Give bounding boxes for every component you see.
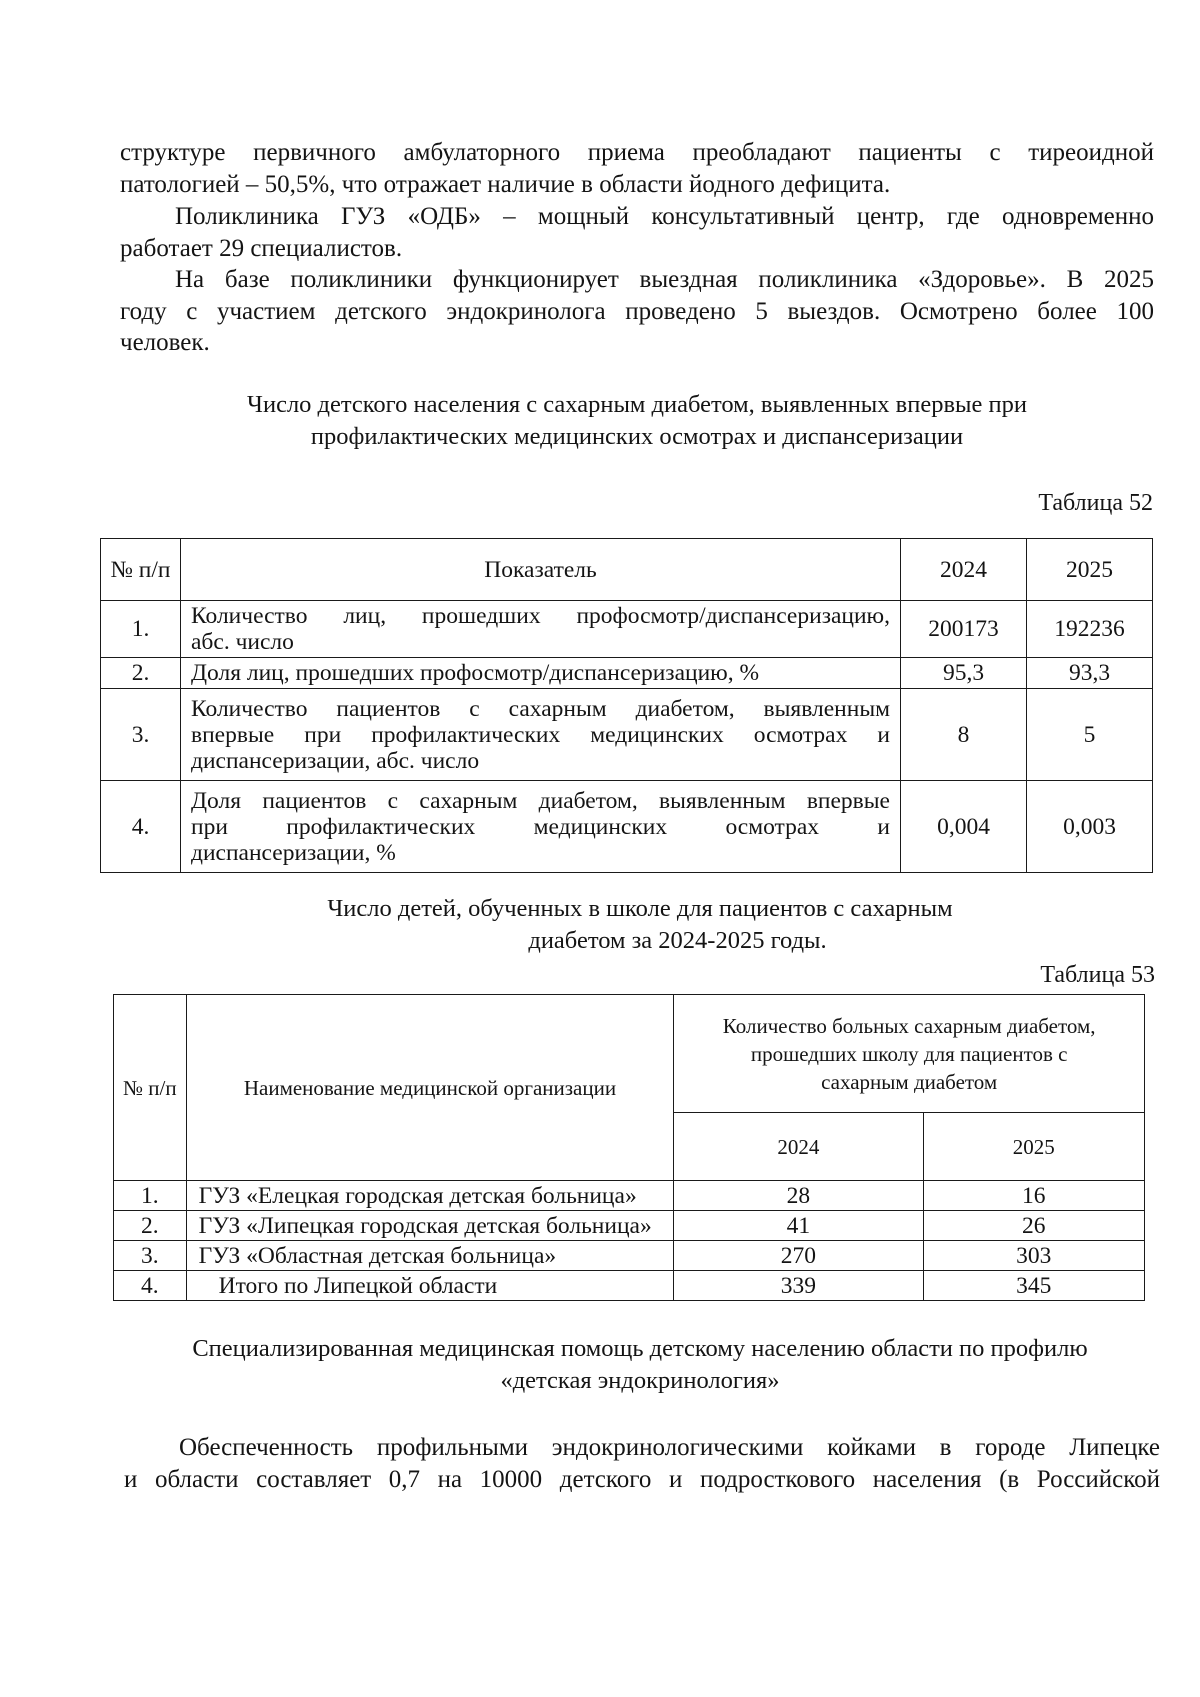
row-value-2025: 0,003 [1027, 781, 1153, 873]
row-num: 4. [114, 1271, 187, 1301]
cell-line: впервые при профилактических медицинских осмотрах и [191, 721, 890, 748]
table-row [101, 781, 1153, 873]
final-paragraph [124, 1432, 1160, 1495]
row-org: ГУЗ «Елецкая городская детская больница» [186, 1181, 674, 1211]
table-header-row [101, 539, 1153, 601]
row-indicator [181, 781, 901, 873]
row-org: Итого по Липецкой области [186, 1271, 674, 1301]
intro-paragraph-1 [120, 137, 1154, 200]
table-row [114, 1241, 1145, 1271]
row-value-2025: 26 [923, 1211, 1144, 1241]
row-value-2025: 5 [1027, 689, 1153, 781]
header-year-2025: 2025 [1027, 539, 1153, 601]
header-indicator: Показатель [181, 539, 901, 601]
title-line: «детская эндокринология» [500, 1367, 780, 1394]
text-line: структуре первичного амбулаторного приема преобладают пациенты с тиреоидной [120, 139, 1154, 166]
row-value-2025: 345 [923, 1271, 1144, 1301]
title-line: Специализированная медицинская помощь детскому населению области по профилю [192, 1335, 1088, 1362]
row-indicator [181, 658, 901, 689]
header-year-2025: 2025 [923, 1113, 1144, 1181]
cell-line: диспансеризации, % [191, 839, 396, 866]
header-group-line: прошедших школу для пациентов с [750, 1041, 1068, 1066]
cell-line: при профилактических медицинских осмотрах и [191, 813, 890, 840]
header-org: Наименование медицинской организации [186, 995, 674, 1181]
row-num: 3. [114, 1241, 187, 1271]
row-value-2024: 0,004 [901, 781, 1027, 873]
table-52 [100, 538, 1153, 873]
row-indicator [181, 689, 901, 781]
table-53 [113, 994, 1145, 1301]
table-header-row [114, 995, 1145, 1113]
table-row [114, 1271, 1145, 1301]
row-value-2024: 8 [901, 689, 1027, 781]
row-value-2025: 93,3 [1027, 658, 1153, 689]
row-org: ГУЗ «Областная детская больница» [186, 1241, 674, 1271]
cell-line: Количество пациентов с сахарным диабетом, выявленным [191, 695, 890, 722]
section-title-table52 [120, 389, 1154, 453]
section-title-specialized-care [120, 1333, 1160, 1397]
row-num: 1. [101, 601, 181, 658]
header-group-line: сахарным диабетом [821, 1069, 998, 1094]
row-value-2024: 200173 [901, 601, 1027, 658]
row-value-2024: 28 [674, 1181, 923, 1211]
header-year-2024: 2024 [674, 1113, 923, 1181]
header-group-line: Количество больных сахарным диабетом, [722, 1013, 1096, 1038]
row-value-2024: 41 [674, 1211, 923, 1241]
header-year-2024: 2024 [901, 539, 1027, 601]
title-line: Число детей, обученных в школе для пациентов с сахарным [327, 895, 953, 922]
table-row [101, 689, 1153, 781]
title-line: профилактических медицинских осмотрах и диспансеризации [310, 423, 964, 450]
header-group [674, 995, 1145, 1113]
row-num: 2. [101, 658, 181, 689]
title-line: Число детского населения с сахарным диабетом, выявленных впервые при [247, 391, 1027, 418]
header-num: № п/п [101, 539, 181, 601]
row-value-2025: 303 [923, 1241, 1144, 1271]
row-num: 1. [114, 1181, 187, 1211]
text-line: и области составляет 0,7 на 10000 детского и подросткового населения (в Российской [124, 1465, 1160, 1493]
row-value-2024: 270 [674, 1241, 923, 1271]
text-line: году с участием детского эндокринолога проведено 5 выездов. Осмотрено более 100 [120, 297, 1154, 325]
text-line: человек. [120, 329, 210, 356]
cell-line: абс. число [191, 629, 294, 655]
text-line: На базе поликлиники функционирует выездная поликлиника «Здоровье». В 2025 [175, 266, 1154, 293]
cell-line: Доля пациентов с сахарным диабетом, выявленным впервые [191, 787, 890, 814]
row-org: ГУЗ «Липецкая городская детская больница» [186, 1211, 674, 1241]
text-line: патологией – 50,5%, что отражает наличие в области йодного дефицита. [120, 170, 891, 198]
table-row [114, 1211, 1145, 1241]
row-num: 2. [114, 1211, 187, 1241]
cell-line: диспансеризации, абс. число [191, 747, 480, 774]
row-value-2025: 16 [923, 1181, 1144, 1211]
cell-line: Доля лиц, прошедших профосмотр/диспансеризацию, % [191, 660, 760, 686]
section-title-table53 [200, 893, 1080, 957]
table52-caption: Таблица 52 [1038, 490, 1153, 516]
text-line: работает 29 специалистов. [120, 234, 403, 262]
text-line: Поликлиника ГУЗ «ОДБ» – мощный консультативный центр, где одновременно [175, 203, 1154, 230]
table53-caption: Таблица 53 [1040, 962, 1155, 988]
table-row [114, 1181, 1145, 1211]
row-value-2025: 192236 [1027, 601, 1153, 658]
intro-paragraph-2 [120, 201, 1154, 264]
table-row [101, 658, 1153, 689]
table-row [101, 601, 1153, 658]
row-num: 3. [101, 689, 181, 781]
title-line: диабетом за 2024-2025 годы. [528, 927, 827, 954]
header-num: № п/п [114, 995, 187, 1181]
intro-paragraph-3 [120, 264, 1154, 359]
row-value-2024: 339 [674, 1271, 923, 1301]
row-num: 4. [101, 781, 181, 873]
row-value-2024: 95,3 [901, 658, 1027, 689]
cell-line: Количество лиц, прошедших профосмотр/диспансеризацию, [191, 603, 890, 629]
text-line: Обеспеченность профильными эндокринологическими койками в городе Липецке [179, 1434, 1160, 1461]
row-indicator [181, 601, 901, 658]
